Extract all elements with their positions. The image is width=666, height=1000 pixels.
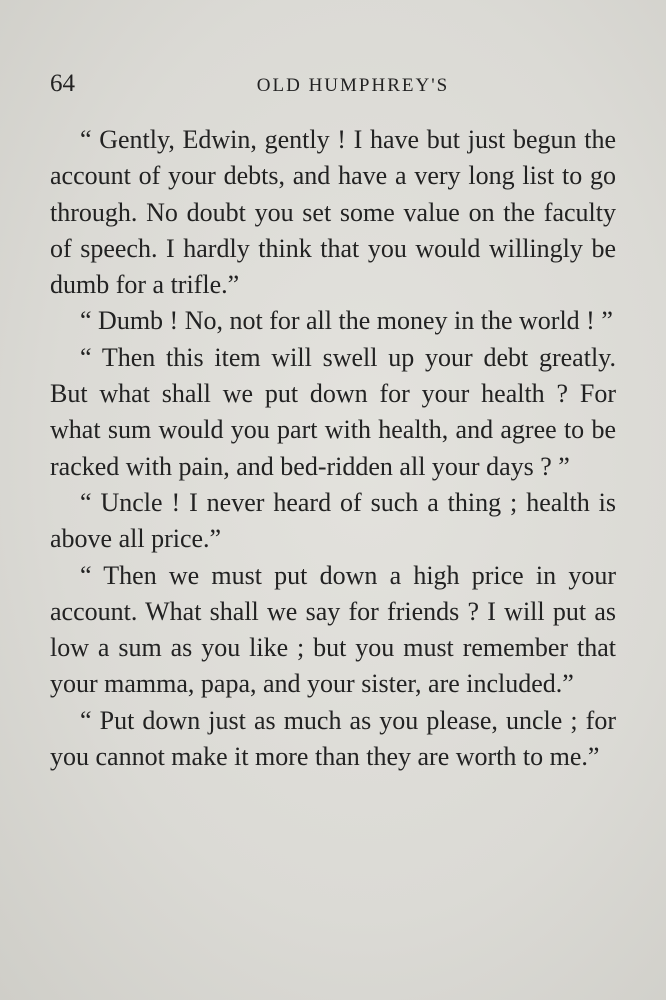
page-number: 64 <box>50 70 75 97</box>
paragraph: “ Uncle ! I never heard of such a thing ; health is above all price.” <box>50 487 616 554</box>
paragraph: “ Then we must put down a high price in your account. What shall we say for friends ? I will put as low a sum as you like ; but you must remember that your mamma, papa, and your sister, are included.” <box>50 560 616 699</box>
paragraph: “ Put down just as much as you please, uncle ; for you cannot make it more than they are worth to me.” <box>50 705 616 772</box>
paragraph: “ Gently, Edwin, gently ! I have but just begun the account of your debts, and have a very long list to go through. No doubt you set some value on the faculty of speech. I hardly think that you would willingly be dumb for a trifle.” <box>50 125 616 300</box>
page-header <box>50 66 616 102</box>
paragraph: “ Then this item will swell up your debt greatly. But what shall we put down for your health ? For what sum would you part with health, and agree to be racked with pain, and bed-ridden all your days ? ” <box>50 342 616 481</box>
paragraph: “ Dumb ! No, not for all the money in the world ! ” <box>80 306 613 336</box>
running-title: OLD HUMPHREY'S <box>256 75 450 96</box>
body-text <box>50 122 616 775</box>
